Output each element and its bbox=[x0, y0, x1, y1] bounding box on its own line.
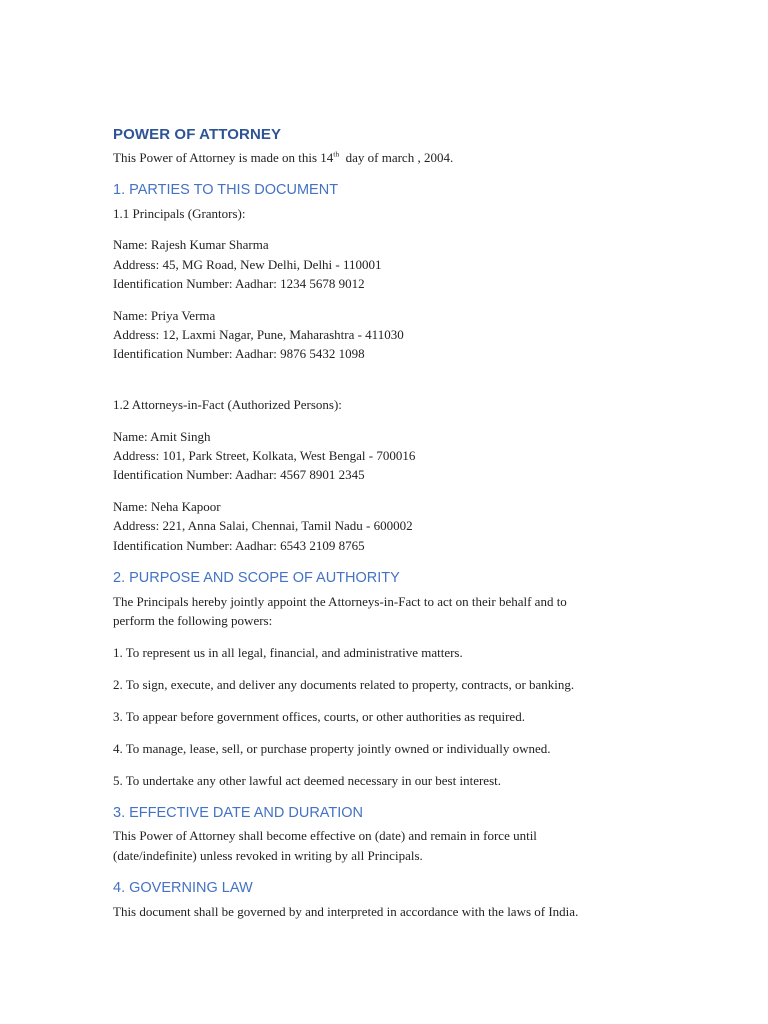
intro-text-end: day of march , 2004. bbox=[339, 150, 454, 165]
principal-1-name: Name: Rajesh Kumar Sharma bbox=[113, 237, 269, 252]
power-item-2: 2. To sign, execute, and deliver any documents related to property, contracts, or banking. bbox=[113, 677, 575, 692]
intro-superscript: th bbox=[333, 149, 340, 159]
principal-2-name: Name: Priya Verma bbox=[113, 308, 216, 323]
intro-text: This Power of Attorney is made on this 14 bbox=[113, 150, 334, 165]
section-heading-parties: 1. PARTIES TO THIS DOCUMENT bbox=[113, 182, 339, 198]
effective-line-1: This Power of Attorney shall become effective on (date) and remain in force until bbox=[113, 828, 537, 843]
effective-line-2: (date/indefinite) unless revoked in writing by all Principals. bbox=[113, 848, 423, 863]
intro-line bbox=[113, 148, 453, 168]
principal-2-id: Identification Number: Aadhar: 9876 5432 1098 bbox=[113, 346, 365, 361]
document-title: POWER OF ATTORNEY bbox=[113, 126, 282, 143]
section-heading-purpose: 2. PURPOSE AND SCOPE OF AUTHORITY bbox=[113, 570, 400, 586]
attorney-1-name: Name: Amit Singh bbox=[113, 429, 211, 444]
purpose-intro-line-2: perform the following powers: bbox=[113, 613, 273, 628]
attorney-2-name: Name: Neha Kapoor bbox=[113, 499, 221, 514]
attorneys-label: 1.2 Attorneys-in-Fact (Authorized Persons): bbox=[113, 397, 342, 412]
principals-label: 1.1 Principals (Grantors): bbox=[113, 206, 246, 221]
principal-2-address: Address: 12, Laxmi Nagar, Pune, Maharashtra - 411030 bbox=[113, 327, 404, 342]
section-heading-effective: 3. EFFECTIVE DATE AND DURATION bbox=[113, 805, 364, 821]
section-heading-law: 4. GOVERNING LAW bbox=[113, 880, 253, 896]
attorney-2-address: Address: 221, Anna Salai, Chennai, Tamil Nadu - 600002 bbox=[113, 518, 413, 533]
principal-1-id: Identification Number: Aadhar: 1234 5678 9012 bbox=[113, 276, 365, 291]
attorney-1-address: Address: 101, Park Street, Kolkata, West Bengal - 700016 bbox=[113, 448, 416, 463]
purpose-intro-line-1: The Principals hereby jointly appoint the Attorneys-in-Fact to act on their behalf and to bbox=[113, 594, 567, 609]
power-item-5: 5. To undertake any other lawful act deemed necessary in our best interest. bbox=[113, 773, 501, 788]
power-item-1: 1. To represent us in all legal, financial, and administrative matters. bbox=[113, 645, 463, 660]
principal-1-address: Address: 45, MG Road, New Delhi, Delhi - 110001 bbox=[113, 257, 382, 272]
power-item-3: 3. To appear before government offices, courts, or other authorities as required. bbox=[113, 709, 525, 724]
attorney-2-id: Identification Number: Aadhar: 6543 2109 8765 bbox=[113, 538, 365, 553]
power-item-4: 4. To manage, lease, sell, or purchase property jointly owned or individually owned. bbox=[113, 741, 551, 756]
attorney-1-id: Identification Number: Aadhar: 4567 8901 2345 bbox=[113, 467, 365, 482]
law-line-1: This document shall be governed by and interpreted in accordance with the laws of India. bbox=[113, 904, 579, 919]
